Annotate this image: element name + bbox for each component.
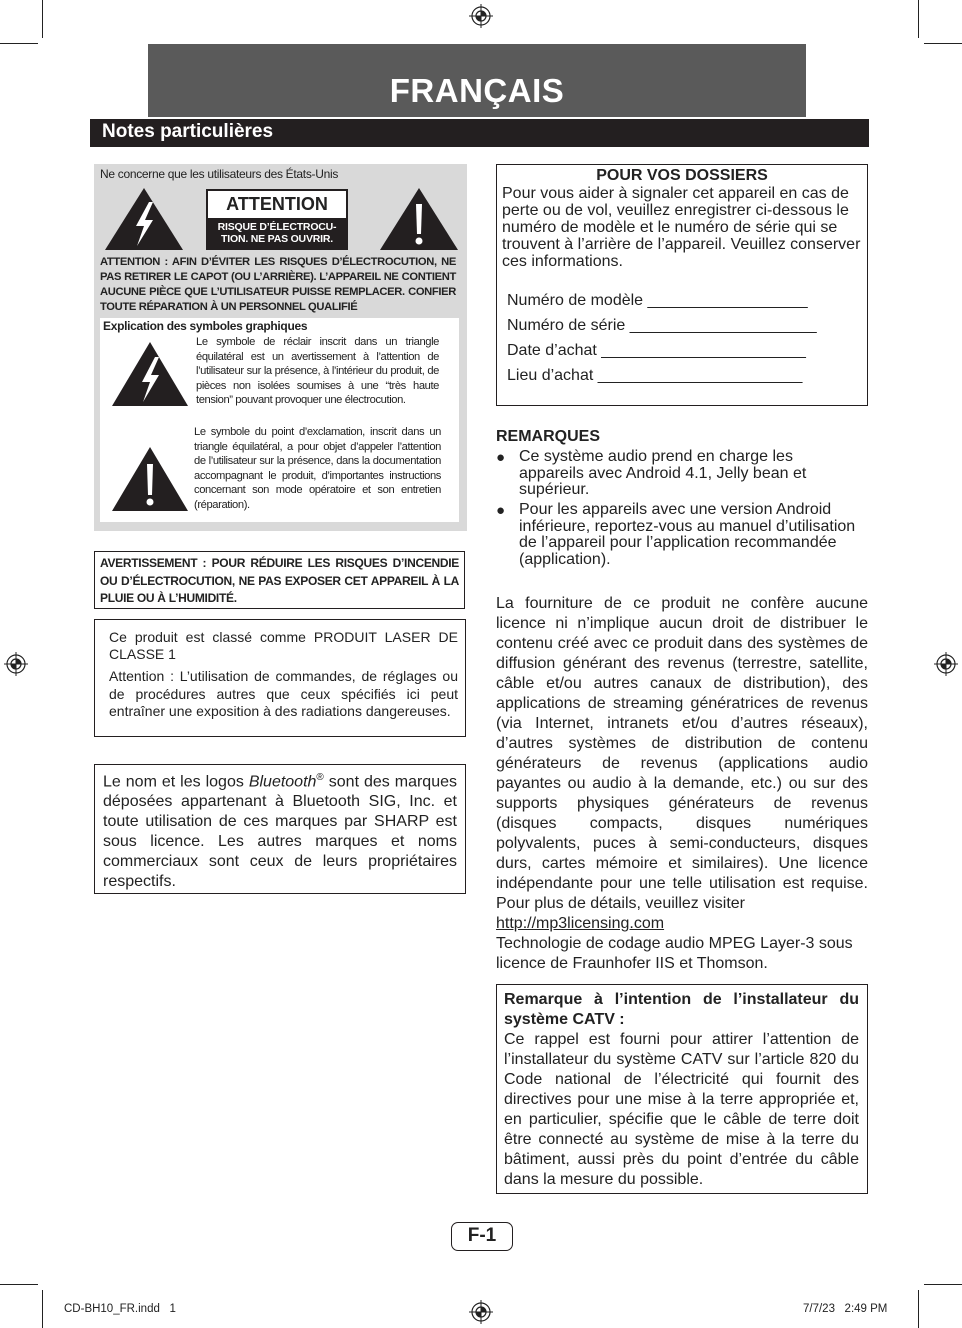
electric-shock-warning-icon	[103, 186, 185, 252]
attention-label	[206, 189, 348, 250]
attention-subtitle-line-1: RISQUE D’ÉLECTROCU-	[217, 221, 337, 233]
section-title: Notes particulières	[90, 119, 869, 147]
bullet: ●	[496, 449, 506, 466]
crop-mark	[924, 43, 962, 44]
laser-class-text: Ce produit est classé comme PRODUIT LASER DE CLASSE 1	[109, 629, 458, 662]
exclamation-warning-icon	[378, 186, 460, 252]
us-only-note: Ne concerne que les utilisateurs des États-Unis	[100, 167, 339, 181]
language-banner	[148, 44, 806, 117]
crop-mark	[918, 1290, 919, 1328]
model-number-field: Numéro de modèle __________________	[507, 292, 808, 309]
purchase-place-field: Lieu d’achat _______________________	[507, 367, 803, 384]
catv-notice	[504, 990, 859, 1190]
bluetooth-trademark-text	[103, 768, 457, 892]
attention-subtitle	[208, 221, 346, 245]
attention-subtitle-line-2: TION. NE PAS OUVRIR.	[221, 233, 333, 245]
footer-filename: CD-BH10_FR.indd 1	[64, 1303, 176, 1315]
symbols-title: Explication des symboles graphiques	[103, 319, 308, 333]
exclamation-symbol-explanation: Le symbole du point d’exclamation, inscrit dans un triangle équilatéral, a pour objet d’appeler l’attention de l’utilisateur sur la présence, dans la documentation accompagnant le produit, d’importantes instructions concernant son mode opératoire et son entretien (réparation).	[194, 426, 441, 511]
bluetooth-text-after: sont des marques déposées appartenant à Bluetooth SIG, Inc. et toute utilisation de ces marques par SHARP est sous licence. Les autres marques et noms commerciaux sont ceux de leurs propriétaires respectifs.	[103, 773, 457, 891]
crop-mark	[0, 1284, 38, 1285]
attention-warning-text: ATTENTION : AFIN D’ÉVITER LES RISQUES D’ÉLECTROCUTION, NE PAS RETIRER LE CAPOT (OU L’ARRIÈRE). L’APPAREIL NE CONTIENT AUCUNE PIÈCE QUE L’UTILISATEUR PUISSE REMPLACER. CONFIER TOUTE RÉPARATION À UN PERSONNEL QUALIFIÉ	[100, 256, 456, 313]
catv-title: Remarque à l’intention de l’installateur du système CATV :	[504, 991, 859, 1028]
crop-mark	[42, 1290, 43, 1328]
serial-number-field: Numéro de série _____________________	[507, 317, 817, 334]
registration-mark-icon	[934, 652, 958, 676]
registration-mark-icon	[469, 1300, 493, 1324]
records-title: POUR VOS DOSSIERS	[596, 167, 768, 184]
registered-mark: ®	[316, 772, 324, 783]
remarks-title: REMARQUES	[496, 428, 601, 445]
page-number: F-1	[451, 1222, 513, 1251]
footer-timestamp: 7/7/23 2:49 PM	[803, 1303, 888, 1315]
crop-mark	[918, 0, 919, 38]
bullet: ●	[496, 502, 506, 519]
bluetooth-brand: Bluetooth	[248, 773, 317, 791]
catv-body: Ce rappel est fourni pour attirer l’attention de l’installateur du système CATV sur l’article 820 du Code national de l’électricité qui fournit des directives pour une mise à la terre appropriée et, en particulier, spécifie que le câble de terre doit être connecté au système de mise à la terre du bâtiment, aussi près du point d’entrée du câble dans la mesure du possible.	[504, 1031, 859, 1188]
avertissement-text: AVERTISSEMENT : POUR RÉDUIRE LES RISQUES D’INCENDIE OU D’ÉLECTROCUTION, NE PAS EXPOSER CET APPAREIL À LA PLUIE OU À L’HUMIDITÉ.	[100, 556, 459, 605]
registration-mark-icon	[4, 652, 28, 676]
laser-caution-text: Attention : L’utilisation de commandes, de réglages ou de procédures autres que ceux spécifiés ici peut entraîner une exposition à des radiations dangereuses.	[109, 668, 458, 719]
crop-mark	[0, 43, 38, 44]
records-description: Pour vous aider à signaler cet appareil en cas de perte ou de vol, veuillez enregistrer ci-dessous le numéro de modèle et le numéro de série qui se trouvent à l’arrière de l’appareil. Veuillez conserver ces informations.	[502, 185, 861, 270]
exclamation-warning-icon	[110, 445, 190, 513]
mp3licensing-link[interactable]: http://mp3licensing.com	[496, 915, 665, 932]
bolt-symbol-explanation: Le symbole de réclair inscrit dans un triangle équilatéral est un avertissement à l’attention de l’utilisateur sur la présence, à l’intérieur du produit, de pièces non isolées soumises à une “très haute tension” pouvant provoquer une électrocution.	[196, 336, 439, 407]
registration-mark-icon	[469, 4, 493, 28]
remark-item: Pour les appareils avec une version Android inférieure, reportez-vous au manuel d’utilisation de l’appareil pour l’application recommandée (application).	[519, 501, 856, 568]
remark-item: Ce système audio prend en charge les appareils avec Android 4.1, Jelly bean et supérieur.	[519, 448, 807, 498]
bluetooth-text-before: Le nom et les logos	[103, 773, 249, 791]
purchase-date-field: Date d’achat _______________________	[507, 342, 806, 359]
crop-mark	[42, 0, 43, 38]
attention-title: ATTENTION	[208, 191, 346, 218]
license-text: La fourniture de ce produit ne confère aucune licence ni n’implique aucun droit de distribuer le contenu créé avec ce produit dans des systèmes de diffusion générant des revenus (terrestre, satellite, câble et/ou autres canaux de distribution), des applications de streaming génératrices de revenus (via Internet, intranets et/ou d’autres réseaux), d’autres systèmes de distribution de contenu générateurs de revenus (applications audio payantes ou audio à la demande, etc.) ou sur des supports physiques générateurs de revenus (disques compacts, disques numériques polyvalents, puces à semi-conducteurs, disques durs, cartes mémoire et similaires). Une licence indépendante pour une telle utilisation est requise. Pour plus de détails, veuillez visiter	[496, 595, 868, 912]
electric-shock-warning-icon	[110, 340, 190, 408]
mpeg-notice: Technologie de codage audio MPEG Layer-3 sous licence de Fraunhofer IIS et Thomson.	[496, 935, 853, 972]
language-title: FRANÇAIS	[389, 72, 565, 109]
crop-mark	[924, 1284, 962, 1285]
